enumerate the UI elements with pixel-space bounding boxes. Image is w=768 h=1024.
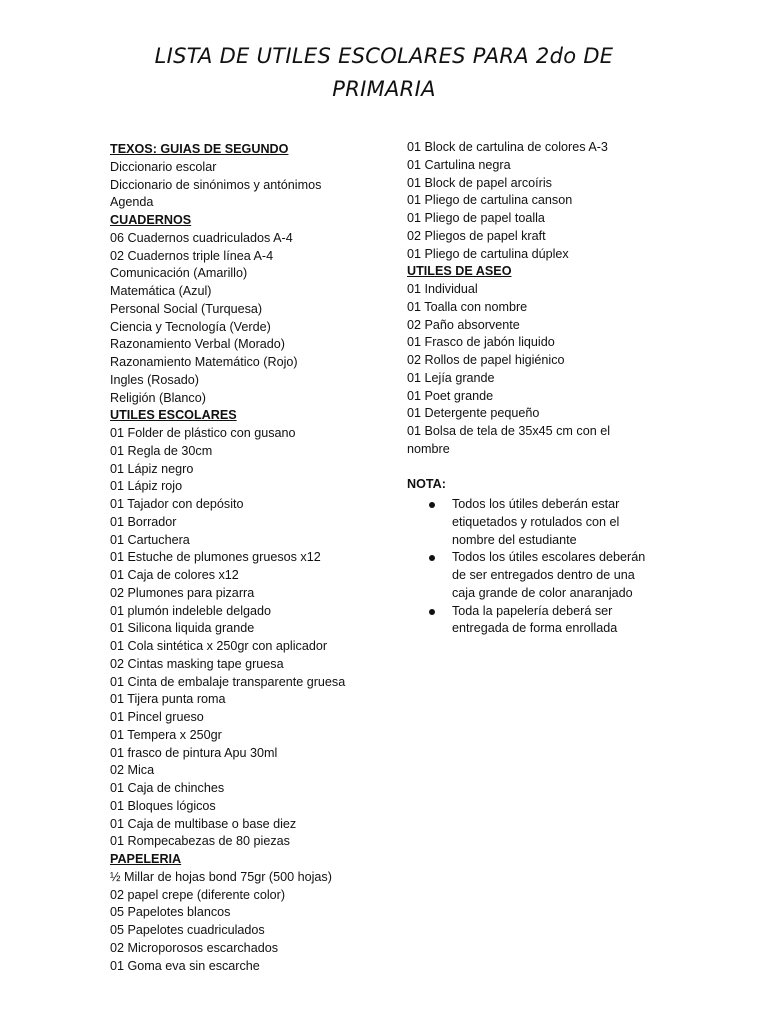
list-item: Ciencia y Tecnología (Verde) [110, 319, 271, 334]
list-item: 01 Regla de 30cm [110, 443, 213, 458]
list-item: 01 Pliego de cartulina canson [407, 193, 573, 208]
bullet-icon [429, 555, 435, 561]
list-item: 01 Tempera x 250gr [110, 727, 222, 742]
list-item: 01 Lápiz negro [110, 461, 194, 476]
list-item: 01 Tajador con depósito [110, 497, 244, 511]
list-item: Matemática (Azul) [110, 284, 212, 298]
list-item: 02 Microporosos escarchados [110, 940, 278, 955]
list-item: ½ Millar de hojas bond 75gr (500 hojas) [110, 869, 332, 884]
list-item: 01 Estuche de plumones gruesos x12 [110, 550, 321, 565]
list-item: 01 Pincel grueso [110, 710, 204, 724]
list-item: Ingles (Rosado) [110, 372, 199, 387]
list-item: 02 Cintas masking tape gruesa [110, 656, 284, 671]
nota-item [407, 496, 652, 549]
list-item: 01 Block de cartulina de colores A-3 [407, 140, 608, 154]
nota-label: NOTA: [407, 477, 446, 492]
list-item: 01 Cartuchera [110, 532, 190, 547]
list-item: 01 Toalla con nombre [407, 299, 528, 314]
list-item: 02 Plumones para pizarra [110, 585, 255, 600]
right-column-list [407, 139, 667, 459]
list-item: 01 Detergente pequeño [407, 406, 540, 421]
list-item: 02 Paño absorvente [407, 317, 520, 332]
list-item: 01 Individual [407, 282, 478, 296]
left-column [110, 141, 395, 975]
list-item: 01 Rompecabezas de 80 piezas [110, 834, 290, 849]
nota-item-text: Toda la papelería deberá ser entregada de forma enrollada [452, 603, 618, 636]
section-heading: UTILES DE ASEO [407, 264, 512, 279]
section-heading: PAPELERIA [110, 852, 182, 866]
list-item: 01 Caja de multibase o base diez [110, 816, 297, 831]
list-item: 01 Lápiz rojo [110, 479, 183, 494]
list-item: 01 Bolsa de tela de 35x45 cm con el [407, 424, 611, 438]
list-item: 01 Frasco de jabón liquido [407, 335, 555, 350]
section-heading: CUADERNOS [110, 213, 192, 227]
list-item: 02 Rollos de papel higiénico [407, 353, 565, 367]
nota-item [407, 603, 652, 639]
nota-item [407, 549, 652, 602]
list-item: 01 Cartulina negra [407, 157, 511, 172]
list-item: 05 Papelotes cuadriculados [110, 923, 265, 937]
list-item: 02 Pliegos de papel kraft [407, 228, 546, 243]
list-item: 01 Lejía grande [407, 370, 495, 385]
list-item: Diccionario escolar [110, 159, 217, 174]
list-item: 01 Cinta de embalaje transparente gruesa [110, 674, 346, 689]
bullet-icon [429, 609, 435, 615]
list-item: 01 Bloques lógicos [110, 798, 216, 813]
list-item: 01 Pliego de papel toalla [407, 211, 545, 225]
right-column [407, 139, 667, 638]
list-item: Agenda [110, 195, 154, 210]
list-item: Razonamiento Verbal (Morado) [110, 337, 286, 352]
list-item: 01 frasco de pintura Apu 30ml [110, 745, 278, 760]
list-item: 01 Goma eva sin escarche [110, 958, 260, 973]
list-item: 01 Poet grande [407, 388, 494, 403]
section-heading: UTILES ESCOLARES [110, 408, 237, 423]
list-item: 01 Caja de colores x12 [110, 568, 239, 582]
list-item: 01 plumón indeleble delgado [110, 603, 272, 618]
title-line-2: PRIMARIA [332, 77, 436, 101]
nota-list [407, 496, 667, 638]
title-line-1: LISTA DE UTILES ESCOLARES PARA 2do DE [154, 44, 614, 68]
list-item: 01 Tijera punta roma [110, 692, 226, 707]
nota-item-text: Todos los útiles deberán estar etiquetados y rotulados con el nombre del estudiante [452, 497, 620, 547]
nota-item-text: Todos los útiles escolares deberán de ser entregados dentro de una caja grande de color anaranjado [452, 550, 646, 600]
list-item: Personal Social (Turquesa) [110, 301, 263, 316]
list-item: 01 Borrador [110, 514, 177, 529]
list-item: 02 Mica [110, 763, 155, 778]
list-item: Comunicación (Amarillo) [110, 266, 248, 281]
list-item: 02 papel crepe (diferente color) [110, 887, 286, 902]
list-item: 01 Block de papel arcoíris [407, 175, 552, 190]
list-item: nombre [407, 441, 450, 456]
list-item: Religión (Blanco) [110, 390, 206, 405]
list-item: Diccionario de sinónimos y antónimos [110, 177, 322, 192]
page-title [0, 40, 768, 106]
list-item: 01 Pliego de cartulina dúplex [407, 246, 569, 261]
list-item: 01 Silicona liquida grande [110, 621, 255, 636]
list-item: 05 Papelotes blancos [110, 905, 231, 920]
list-item: 01 Cola sintética x 250gr con aplicador [110, 639, 328, 653]
list-item: 01 Caja de chinches [110, 781, 225, 795]
list-item: 01 Folder de plástico con gusano [110, 426, 296, 440]
bullet-icon [429, 502, 435, 508]
list-item: 02 Cuadernos triple línea A-4 [110, 248, 274, 263]
list-item: Razonamiento Matemático (Rojo) [110, 355, 298, 369]
list-item: 06 Cuadernos cuadriculados A-4 [110, 230, 293, 245]
section-heading: TEXOS: GUIAS DE SEGUNDO [110, 142, 289, 156]
